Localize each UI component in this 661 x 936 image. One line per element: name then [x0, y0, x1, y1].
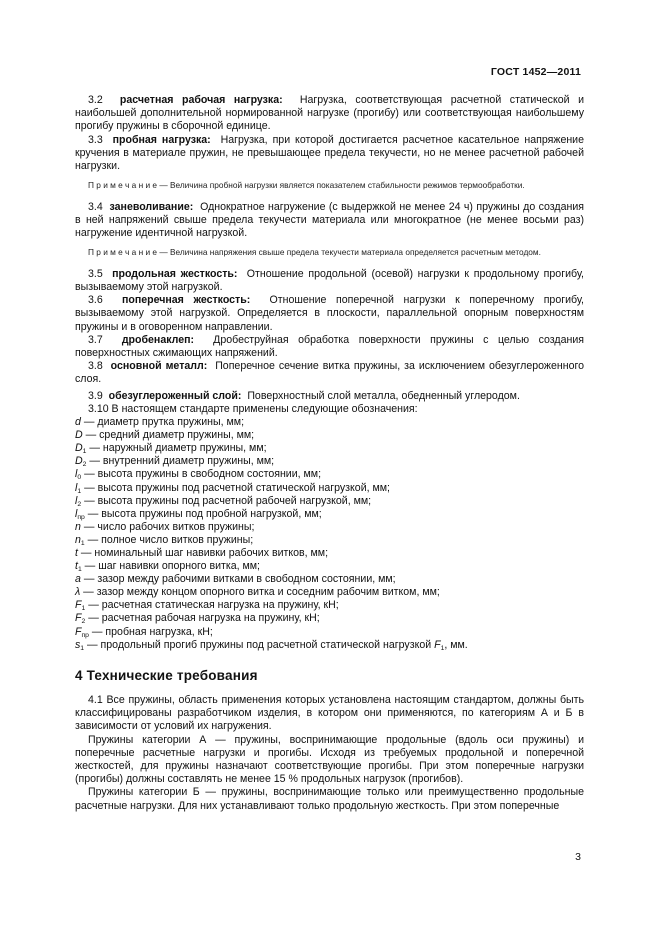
document-body — [75, 94, 584, 813]
symbol-letter: D — [75, 429, 83, 442]
symbol-item — [75, 586, 584, 599]
symbol-letter: l — [75, 494, 78, 507]
symbol-item — [75, 534, 584, 547]
symbol-item — [75, 455, 584, 468]
definition-3-9: 3.9 обезуглероженный слой: Поверхностный слой металла, обедненный углеродом. — [88, 389, 520, 402]
symbol-subscript: 1 — [80, 539, 85, 547]
definition-term: расчетная рабочая нагрузка: — [119, 94, 283, 106]
symbol-item — [75, 612, 584, 625]
section-4-heading: 4 Технические требования — [75, 667, 258, 683]
definition-term: заневоливание: — [109, 200, 194, 213]
definition-3-4: 3.4 заневоливание: Однократное нагружение (с выдержкой не менее 24 ч) пружины до создания в ней напряжений свыше предела текучести материала или многократное (не менее восьми раз) нагружение идентичной нагрузкой. — [75, 200, 584, 240]
symbol-description: — число рабочих витков пружины; — [80, 520, 255, 533]
symbol-subscript: 1 — [77, 566, 82, 574]
note-2 — [75, 246, 584, 259]
symbol-letter: s — [75, 638, 81, 651]
symbol-description: — полное число витков пружины; — [84, 533, 254, 546]
symbol-letter: n — [75, 533, 81, 546]
definition-3-3: 3.3 пробная нагрузка: Нагрузка, при которой достигается расчетное касательное напряжение кручения в материале пружин, не превышающее предела текучести, но не менее расчетной рабочей нагрузки. — [75, 133, 584, 173]
note-text: — Величина пробной нагрузки является показателем стабильности режимов термообработки. — [159, 180, 525, 191]
symbol-letter: t — [75, 560, 78, 573]
symbol-item — [75, 639, 584, 652]
symbol-letter: t — [75, 547, 78, 559]
symbol-letter: n — [75, 520, 81, 533]
definition-3-6: 3.6 поперечная жесткость: Отношение поперечной нагрузки к поперечному прогибу, вызываемому этой нагрузкой. Определяется в плоскости, параллельной опорным поверхностям пружины и в оговоренном направлении. — [75, 294, 585, 333]
symbol-description: — пробная нагрузка, кН; — [88, 625, 213, 638]
symbol-description: — высота пружины в свободном состоянии, мм; — [81, 468, 322, 481]
symbol-subscript: пр — [77, 513, 85, 521]
symbol-description: — расчетная рабочая нагрузка на пружину, кН; — [85, 612, 320, 625]
symbol-item — [75, 573, 584, 586]
definition-3-8: 3.8 основной металл: Поперечное сечение витка пружины, за исключением обезуглероженного слоя. — [75, 360, 585, 386]
symbol-letter: F — [75, 599, 82, 612]
symbol-letter: l — [75, 481, 78, 494]
symbol-item — [75, 495, 584, 508]
section-4-paragraph-3: Пружины категории Б — пружины, воспринимающие только или преимущественно продольные расчетные нагрузки. Для них устанавливают только продольную жесткость. При этом поперечные — [75, 786, 584, 812]
symbol-letter: a — [75, 573, 81, 586]
definition-text: Поперечное сечение витка пружины, за исключением обезуглероженного слоя. — [75, 360, 585, 386]
note-label: П р и м е ч а н и е — [88, 180, 158, 191]
symbol-letter: λ — [75, 586, 81, 599]
definition-3-5: 3.5 продольная жесткость: Отношение продольной (осевой) нагрузки к продольному прогибу, вызываемому этой нагрузкой. — [75, 267, 584, 294]
symbol-letter: D — [75, 442, 83, 455]
symbol-description: — зазор между концом опорного витка и соседним рабочим витком, мм; — [80, 586, 440, 599]
symbol-item — [75, 508, 584, 521]
page-number: 3 — [575, 851, 581, 863]
symbol-item — [75, 482, 584, 495]
symbol-letter: d — [75, 416, 81, 429]
symbol-description: — внутренний диаметр пружины, мм; — [86, 455, 275, 468]
symbol-subscript: 2 — [82, 461, 87, 469]
symbol-subscript: 1 — [82, 448, 87, 456]
definition-term: дробенаклеп: — [121, 333, 195, 346]
document-header-id: ГОСТ 1452—2011 — [490, 66, 581, 78]
note-1 — [75, 179, 584, 192]
symbol-item — [75, 547, 584, 560]
symbol-item — [75, 560, 584, 573]
definition-term: основной металл: — [110, 360, 208, 373]
symbol-subscript: 1 — [77, 487, 82, 495]
symbol-description: — наружный диаметр пружины, мм; — [86, 442, 267, 455]
symbol-subscript: 1 — [81, 605, 86, 613]
definition-text: Отношение продольной (осевой) нагрузки к продольному прогибу, вызываемому этой нагрузкой. — [75, 267, 584, 294]
symbol-description: — высота пружины под расчетной статической нагрузкой, мм; — [81, 481, 391, 494]
symbol-subscript: 2 — [77, 500, 82, 508]
symbol-description: — шаг навивки опорного витка, мм; — [81, 560, 260, 573]
symbols-list — [75, 416, 584, 652]
symbol-description: — зазор между рабочими витками в свободном состоянии, мм; — [80, 573, 396, 586]
definition-text: Дробеструйная обработка поверхности пружины с целью создания поверхностных сжимающих напряжений. — [75, 333, 585, 360]
symbol-letter: l — [75, 507, 78, 520]
definition-text: Отношение поперечной нагрузки к поперечному прогибу, вызываемому этой нагрузкой. Определяется в плоскости, параллельной опорным поверхностям пружины и в оговоренном направлении. — [75, 294, 585, 333]
symbol-description: — высота пружины под пробной нагрузкой, мм; — [84, 507, 322, 520]
symbol-item — [75, 442, 584, 455]
definition-term: поперечная жесткость: — [121, 294, 251, 307]
symbol-item — [75, 416, 584, 429]
definition-term: пробная нагрузка: — [112, 133, 211, 146]
symbol-description: — расчетная статическая нагрузка на пружину, кН; — [85, 599, 339, 612]
section-4-paragraph-2: Пружины категории А — пружины, воспринимающие продольные (вдоль оси пружины) и поперечные расчетные нагрузки и прогибы. Исходя из требуемых продольной и поперечной жесткостей, для пружины назначают соответствующие прогибы. При этом поперечные нагрузки (прогибы) должны составлять не менее 15 % продольных нагрузок (прогибов). — [75, 733, 584, 786]
section-4-paragraph-1: 4.1 Все пружины, область применения которых установлена настоящим стандартом, должны быть классифицированы разработчиком изделия, в котором они применяются, по категориям А и Б в зависимости от условий их нагружения. — [75, 693, 584, 733]
definition-text: Поверхностный слой металла, обедненный углеродом. — [247, 389, 520, 402]
definition-3-7: 3.7 дробенаклеп: Дробеструйная обработка поверхности пружины с целью создания поверхностных сжимающих напряжений. — [75, 333, 585, 360]
symbol-letter: F — [75, 625, 82, 638]
definition-term: обезуглероженный слой: — [108, 389, 242, 402]
definition-term: продольная жесткость: — [112, 267, 238, 280]
symbol-item — [75, 521, 584, 534]
symbol-description: , мм. — [444, 638, 468, 651]
definition-text: Нагрузка, соответствующая расчетной статической и наибольшей дополнительной нормированной нагрузке (прогибу) или соответствующая наибольшему прогибу пружины в сборочной единице. — [75, 94, 585, 133]
symbol-item — [75, 599, 584, 612]
note-label: П р и м е ч а н и е — [88, 247, 158, 258]
symbol-description: — диаметр прутка пружины, мм; — [80, 416, 245, 429]
symbol-subscript: пр — [81, 631, 89, 639]
symbol-description: — продольный прогиб пружины под расчетной статической нагрузкой — [84, 638, 435, 651]
symbol-item — [75, 626, 584, 639]
symbol-letter: D — [75, 455, 83, 468]
definition-3-2: 3.2 расчетная рабочая нагрузка: Нагрузка, соответствующая расчетной статической и наибольшей дополнительной нормированной нагрузке (прогибу) или соответствующая наибольшему прогибу пружины в сборочной единице. — [75, 94, 585, 133]
symbol-item — [75, 429, 584, 442]
symbol-letter: F — [434, 638, 441, 651]
symbol-subscript: 1 — [440, 644, 445, 652]
symbol-letter: F — [75, 612, 82, 625]
symbols-intro: 3.10 В настоящем стандарте применены следующие обозначения: — [88, 402, 418, 415]
symbol-subscript: 0 — [77, 474, 82, 482]
symbol-letter: l — [75, 468, 78, 481]
note-text: — Величина напряжения свыше предела текучести материала определяется расчетным методом. — [159, 247, 541, 258]
symbol-item — [75, 468, 584, 481]
symbol-subscript: 1 — [80, 644, 85, 652]
symbol-description: — средний диаметр пружины, мм; — [82, 429, 255, 442]
symbol-subscript: 2 — [81, 618, 86, 626]
symbol-description: — номинальный шаг навивки рабочих витков, мм; — [77, 547, 329, 559]
definition-text: Нагрузка, при которой достигается расчетное касательное напряжение кручения в материале пружин, не превышающее предела текучести, но не менее расчетной рабочей нагрузки. — [75, 133, 584, 173]
symbol-description: — высота пружины под расчетной рабочей нагрузкой, мм; — [81, 494, 372, 507]
definition-text: Однократное нагружение (с выдержкой не менее 24 ч) пружины до создания в ней напряжений свыше предела текучести материала или многократное (не менее восьми раз) нагружение идентичной нагрузкой. — [75, 200, 584, 240]
